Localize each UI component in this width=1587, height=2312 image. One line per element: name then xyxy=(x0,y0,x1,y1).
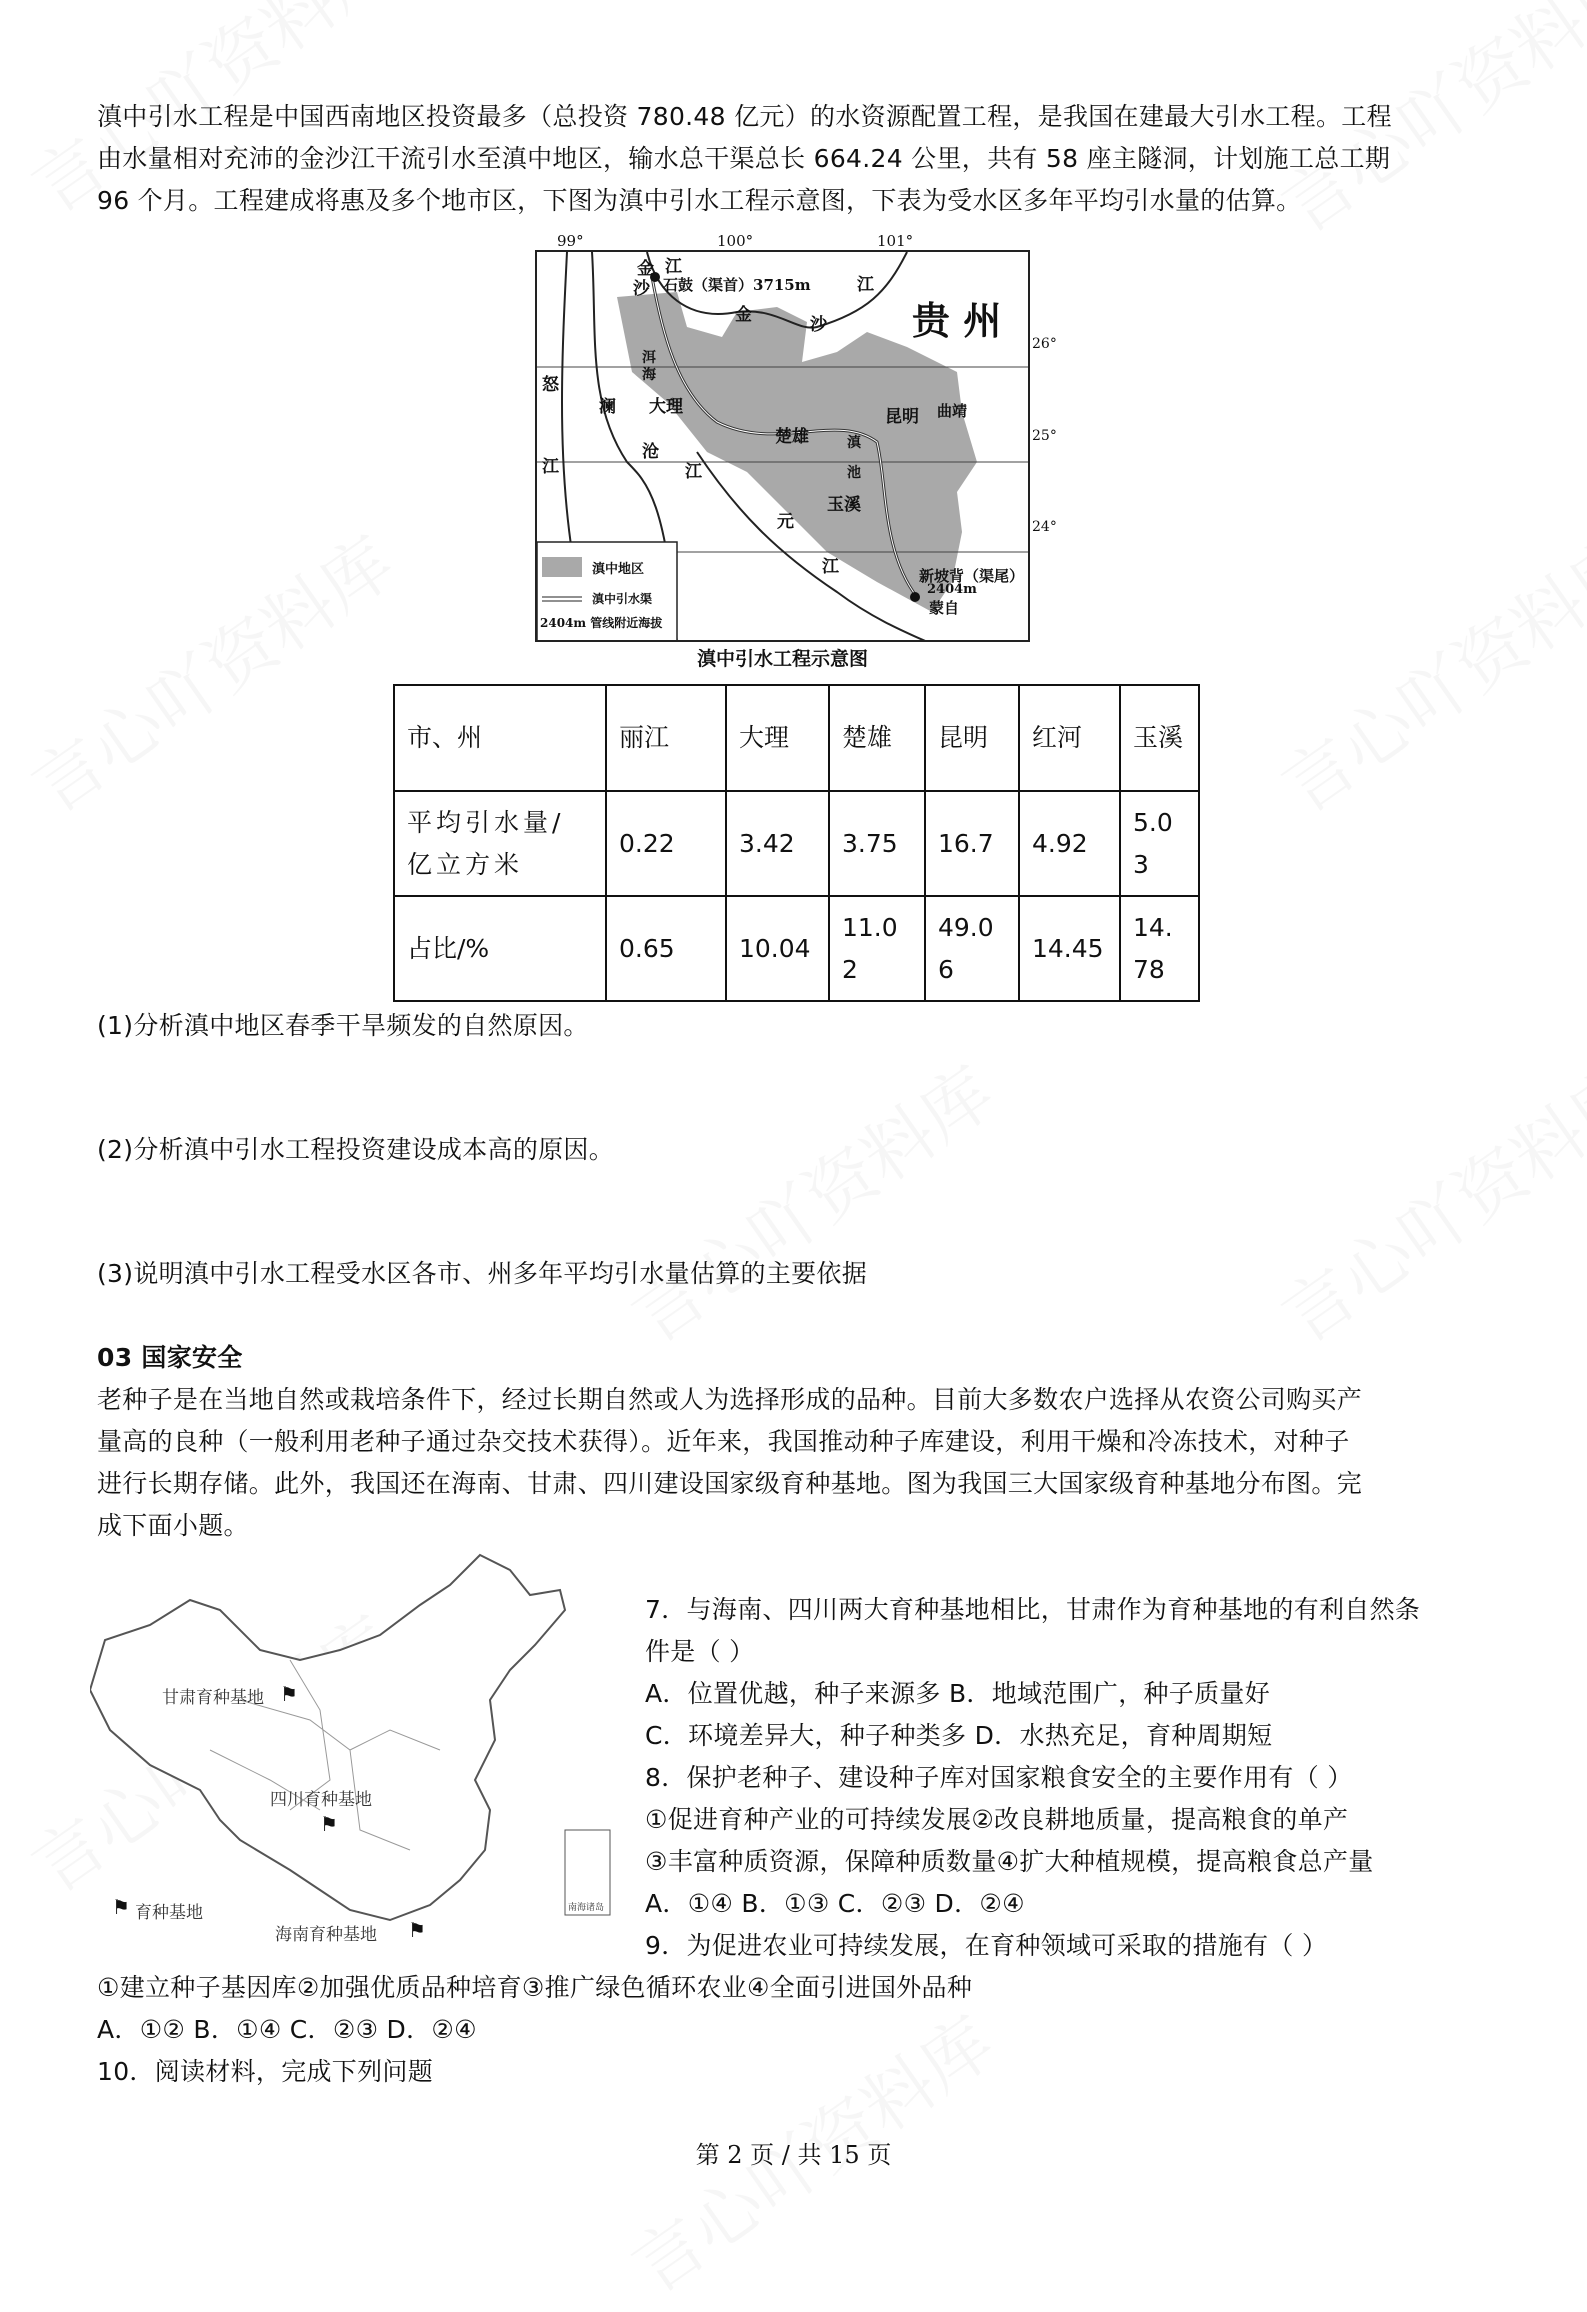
label-sha: 沙 xyxy=(633,279,650,299)
intro-line: 96 个月。工程建成将惠及多个地市区，下图为滇中引水工程示意图，下表为受水区多年平均引水量的估算。 xyxy=(97,186,1302,215)
section-line: 进行长期存储。此外，我国还在海南、甘肃、四川建设国家级育种基地。图为我国三大国家级育种基地分布图。完 xyxy=(97,1469,1363,1498)
table-cell: 玉溪 xyxy=(1120,685,1199,791)
table-cell: 10.04 xyxy=(726,896,829,1001)
mc-line: 8．保护老种子、建设种子库对国家粮食安全的主要作用有（ ） xyxy=(645,1763,1353,1792)
section-line: 成下面小题。 xyxy=(97,1511,249,1540)
label-altitude: 2404m xyxy=(927,582,977,597)
table-row xyxy=(394,791,1199,896)
dianzhong-water-diversion-map xyxy=(535,250,1030,642)
legend-flag-icon: ⚑ xyxy=(112,1895,130,1919)
label-gansu-base: 甘肃育种基地 xyxy=(162,1688,264,1708)
breeding-base-map xyxy=(90,1550,650,1970)
table-cell: 昆明 xyxy=(925,685,1019,791)
mc-line: ①促进育种产业的可持续发展②改良耕地质量，提高粮食的单产 xyxy=(645,1805,1349,1834)
watermark xyxy=(609,1039,1011,1363)
table-cell: 平均引水量/亿立方米 xyxy=(394,791,606,896)
section-line: 量高的良种（一般利用老种子通过杂交技术获得）。近年来，我国推动种子库建设，利用干燥和冷冻技术，对种子 xyxy=(97,1427,1350,1456)
lat-24: 24° xyxy=(1032,519,1057,535)
label-dali: 大理 xyxy=(649,397,683,417)
question-2: (2)分析滇中引水工程投资建设成本高的原因。 xyxy=(97,1135,615,1164)
intro-line: 由水量相对充沛的金沙江干流引水至滇中地区，输水总干渠总长 664.24 公里，共有 58 座主隧洞，计划施工总工期 xyxy=(97,144,1391,173)
watermark xyxy=(1259,509,1587,833)
table-cell: 市、州 xyxy=(394,685,606,791)
legend-base: 育种基地 xyxy=(135,1903,203,1923)
label-hai: 海 xyxy=(642,367,656,383)
legend-canal: 滇中引水渠 xyxy=(592,592,653,606)
table-cell: 丽江 xyxy=(606,685,726,791)
mc-line: ③丰富种质资源，保障种质数量④扩大种植规模，提高粮食总产量 xyxy=(645,1847,1374,1876)
question-3: (3)说明滇中引水工程受水区各市、州多年平均引水量估算的主要依据 xyxy=(97,1259,868,1288)
lon-99: 99° xyxy=(557,232,584,250)
label-nu: 怒 xyxy=(542,375,559,395)
mc-option: C．环境差异大，种子种类多 D．水热充足，育种周期短 xyxy=(645,1721,1273,1750)
table-cell: 11.02 xyxy=(829,896,925,1001)
inset-label: 南海诸岛 xyxy=(568,1903,605,1913)
water-table xyxy=(393,684,1200,1002)
label-qujing: 曲靖 xyxy=(937,402,968,420)
page-footer: 第 2 页 / 共 15 页 xyxy=(695,2141,892,2169)
mc-option: A．位置优越，种子来源多 B．地域范围广，种子质量好 xyxy=(645,1679,1271,1708)
mc-line: 7．与海南、四川两大育种基地相比，甘肃作为育种基地的有利自然条 xyxy=(645,1595,1421,1624)
section-title: 03 国家安全 xyxy=(97,1343,243,1372)
label-lan: 澜 xyxy=(599,397,616,417)
table-cell: 49.06 xyxy=(925,896,1019,1001)
label-er: 洱 xyxy=(642,350,656,366)
label-yuxi: 玉溪 xyxy=(827,495,861,515)
label-chi: 池 xyxy=(847,465,861,481)
flag-icon: ⚑ xyxy=(408,1918,426,1942)
table-cell: 占比/% xyxy=(394,896,606,1001)
label-jiang2: 江 xyxy=(857,275,874,295)
label-jiang4: 江 xyxy=(685,462,702,482)
label-jin2: 金 xyxy=(735,305,752,325)
lon-100: 100° xyxy=(717,232,754,250)
label-sha2: 沙 xyxy=(810,315,827,335)
legend-region: 滇中地区 xyxy=(592,562,645,577)
watermark xyxy=(9,509,411,833)
label-jin: 金 xyxy=(637,259,654,279)
label-jiang5: 江 xyxy=(822,557,839,577)
label-cang: 沧 xyxy=(642,442,659,462)
watermark xyxy=(1259,1039,1587,1363)
mc-line: 件是（ ） xyxy=(645,1637,755,1666)
flag-icon: ⚑ xyxy=(320,1812,338,1836)
label-mengzi: 蒙自 xyxy=(929,599,960,617)
mc-line: 10．阅读材料，完成下列问题 xyxy=(97,2057,434,2086)
legend-altitude: 2404m 管线附近海拔 xyxy=(540,616,663,630)
mc-option: A．①④ B．①③ C．②③ D．②④ xyxy=(645,1889,1025,1918)
table-cell: 4.92 xyxy=(1019,791,1120,896)
table-row xyxy=(394,896,1199,1001)
lon-101: 101° xyxy=(877,232,914,250)
table-cell: 16.7 xyxy=(925,791,1019,896)
label-xinpobei: 新坡背（渠尾） xyxy=(919,567,1025,585)
table-cell: 大理 xyxy=(726,685,829,791)
table-cell: 0.22 xyxy=(606,791,726,896)
table-cell: 红河 xyxy=(1019,685,1120,791)
label-kunming: 昆明 xyxy=(885,407,919,427)
question-1: (1)分析滇中地区春季干旱频发的自然原因。 xyxy=(97,1011,589,1040)
table-cell: 5.03 xyxy=(1120,791,1199,896)
label-shigu: 石鼓（渠首）3715m xyxy=(663,276,811,294)
label-sichuan-base: 四川育种基地 xyxy=(270,1790,372,1810)
table-cell: 14.45 xyxy=(1019,896,1120,1001)
table-row xyxy=(394,685,1199,791)
mc-line: 9．为促进农业可持续发展，在育种领域可采取的措施有（ ） xyxy=(645,1931,1328,1960)
lat-26: 26° xyxy=(1032,336,1057,352)
section-line: 老种子是在当地自然或栽培条件下，经过长期自然或人为选择形成的品种。目前大多数农户选择从农资公司购买产 xyxy=(97,1385,1363,1414)
table-cell: 楚雄 xyxy=(829,685,925,791)
table-cell: 3.75 xyxy=(829,791,925,896)
mc-line: ①建立种子基因库②加强优质品种培育③推广绿色循环农业④全面引进国外品种 xyxy=(97,1973,973,2002)
table-cell: 14.78 xyxy=(1120,896,1199,1001)
table-cell: 0.65 xyxy=(606,896,726,1001)
flag-icon: ⚑ xyxy=(280,1682,298,1706)
table-cell: 3.42 xyxy=(726,791,829,896)
map-caption: 滇中引水工程示意图 xyxy=(696,648,868,670)
label-jiang3: 江 xyxy=(542,457,559,477)
label-guizhou: 贵 州 xyxy=(912,298,1002,343)
label-chuxiong: 楚雄 xyxy=(775,427,809,447)
intro-line: 滇中引水工程是中国西南地区投资最多（总投资 780.48 亿元）的水资源配置工程，是我国在建最大引水工程。工程 xyxy=(97,102,1392,131)
mc-option: A．①② B．①④ C．②③ D．②④ xyxy=(97,2015,477,2044)
label-jiang: 江 xyxy=(665,257,682,277)
label-dian: 滇 xyxy=(847,435,861,451)
label-hainan-base: 海南育种基地 xyxy=(275,1925,377,1945)
label-yuan: 元 xyxy=(777,512,794,532)
lat-25: 25° xyxy=(1032,428,1057,444)
